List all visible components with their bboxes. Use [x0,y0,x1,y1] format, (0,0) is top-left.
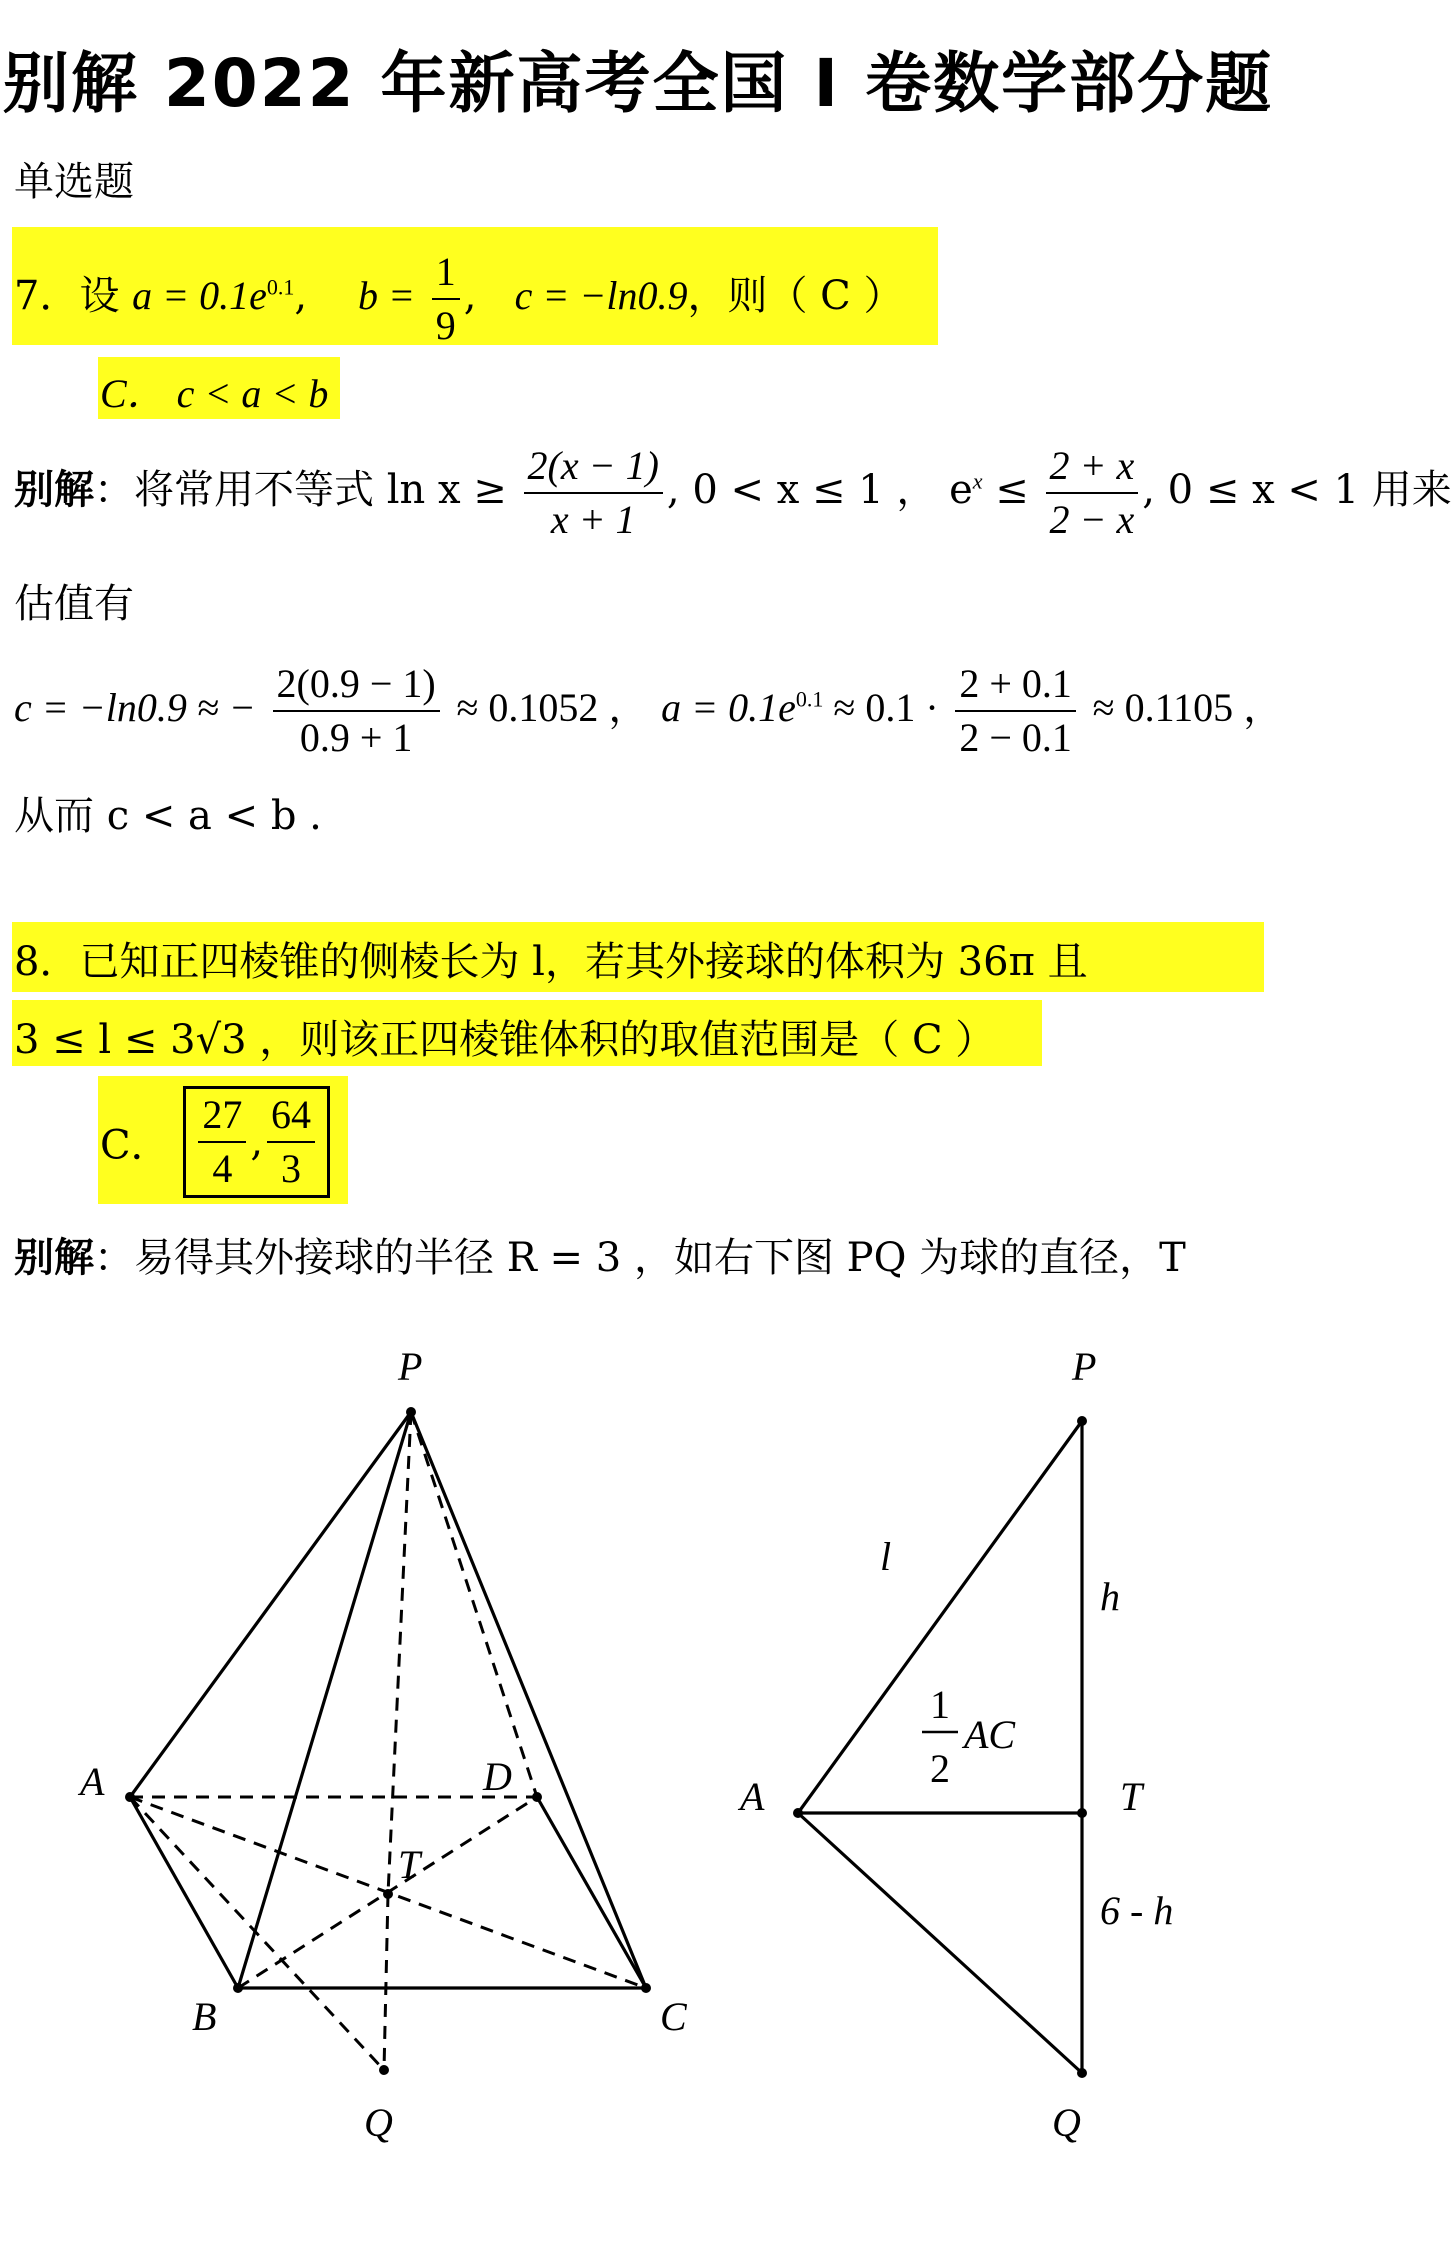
q8-solution-text: ：易得其外接球的半径 R = 3 ，如右下图 PQ 为球的直径，T [94,1235,1186,1281]
q7-b-expr: b = [358,273,415,318]
label-right-P: P [1072,1344,1097,1389]
q7-calc-c-den: 0.9 + 1 [299,715,413,760]
q7-ineq2-den: 2 − x [1049,497,1135,542]
q7-calc-a2: ≈ 0.1 · [823,685,939,730]
q7-a-exp: 0.1 [266,274,295,300]
q7-tail: ，则（ C ） [687,273,904,319]
height-PT [388,1412,411,1894]
label-half-den: 2 [930,1746,950,1791]
label-left-C: C [660,1994,687,2039]
q7-ineq1-num: 2(x − 1) [524,440,663,494]
q7-ineq1-den: x + 1 [550,497,636,542]
q8-opt-num2: 64 [267,1089,315,1143]
q8-opt-frac2 [267,1089,315,1195]
q8-opt-den1: 4 [212,1146,233,1191]
point-D [532,1792,542,1802]
point-B [233,1983,243,1993]
q7-calc-a1: a = 0.1e [661,685,796,730]
q8-opt-den2: 3 [281,1146,302,1191]
right-point-T [1077,1808,1087,1818]
label-half-ac: AC [964,1712,1016,1757]
q7-solution-line1 [14,440,1452,546]
q7-calc-c2: ≈ 0.1052 ， [456,685,649,730]
q7-ineq2-num: 2 + x [1046,440,1139,494]
label-half-num: 1 [930,1682,950,1727]
q7-calc-c-frac [273,658,440,764]
q7-b-num: 1 [432,246,460,300]
q7-b-frac [432,246,460,352]
right-point-A [793,1808,803,1818]
q8-stem-line2: 3 ≤ l ≤ 3√3 ，则该正四棱锥体积的取值范围是（ C ） [14,1017,996,1063]
q7-calc-a3: ≈ 0.1105 ， [1092,685,1284,730]
edge-AQ [130,1797,384,2070]
edge-AB [130,1797,238,1988]
q8-option [100,1086,330,1198]
height-TQ [384,1894,388,2070]
q7-sol-text4: , 0 ≤ x < 1 用来 [1142,467,1452,513]
q7-sol-exp: x [972,468,983,494]
q8-option-label: C． [100,1122,171,1169]
q8-solution-label: 别解 [14,1235,94,1281]
label-right-l: l [880,1534,892,1579]
label-left-D: D [483,1754,512,1799]
figure-svg [0,1330,1276,2250]
section-heading: 单选题 [14,159,134,205]
q7-calc-a-num: 2 + 0.1 [955,658,1076,712]
q7-ineq1-frac [524,440,663,546]
q7-calc-c1: c = −ln0.9 ≈ − [14,685,256,730]
label-left-A: A [80,1759,105,1804]
q7-calc-c-num: 2(0.9 − 1) [273,658,440,712]
pyramid-points [125,1407,651,2075]
label-right-Q: Q [1052,2100,1081,2145]
edge-PC [411,1412,646,1988]
q7-calc-a-frac [955,658,1076,764]
q7-sol-text2: , 0 < x ≤ 1 ， e [666,467,973,513]
point-T [383,1889,393,1899]
label-left-B: B [192,1994,217,2039]
q7-sol-text1: ：将常用不等式 ln x ≥ [94,467,507,513]
point-C [641,1983,651,1993]
label-right-h: h [1100,1574,1120,1619]
label-left-Q: Q [364,2100,393,2145]
page-title: 别解 2022 年新高考全国 Ⅰ 卷数学部分题 [2,45,1274,122]
label-right-6-minus-h: 6 - h [1100,1888,1174,1933]
q7-calc-a-exp: 0.1 [795,686,824,712]
label-left-P: P [398,1344,423,1389]
q7-sol-text3: ≤ [982,467,1029,513]
point-A [125,1792,135,1802]
edge-PA [130,1412,411,1797]
q7-calc-a-den: 2 − 0.1 [959,715,1072,760]
edge-PB [238,1412,411,1988]
q7-solution-label: 别解 [14,467,94,513]
right-point-Q [1077,2068,1087,2078]
q7-calculation [14,658,1283,764]
q7-a-expr: a = 0.1e [132,273,267,318]
q8-opt-frac1 [198,1089,246,1195]
edge-DC [537,1797,646,1988]
segment-AQ [798,1813,1082,2073]
right-point-P [1077,1416,1087,1426]
q7-solution-line2: 估值有 [14,581,134,627]
q8-option-interval: $\frac{27}{4}$ , $\frac{64}{3}$ [183,1086,330,1198]
label-right-T: T [1120,1774,1143,1819]
q7-stem: 7．设 $a = 0.1e^{0.1}$, b = $\frac{1}{9}$ , c = −ln0.9，则（ C ） [14,246,904,352]
q7-option: C． c < a < b [100,371,329,416]
q7-b-den: 9 [435,303,456,348]
label-right-A: A [740,1774,765,1819]
point-P [406,1407,416,1417]
q8-opt-num1: 27 [198,1089,246,1143]
label-left-T: T [398,1842,421,1887]
point-Q [379,2065,389,2075]
q7-c-expr: c = −ln0.9 [514,273,688,318]
q7-prefix: 7．设 [14,273,120,319]
edge-PD [411,1412,537,1797]
q7-ineq2-frac [1046,440,1139,546]
q8-solution [14,1226,1186,1283]
q7-conclusion: 从而 c < a < b . [14,793,322,839]
q8-stem-line1: 8．已知正四棱锥的侧棱长为 l，若其外接球的体积为 36π 且 [14,939,1088,985]
pyramid-hidden-lines [130,1412,646,2070]
